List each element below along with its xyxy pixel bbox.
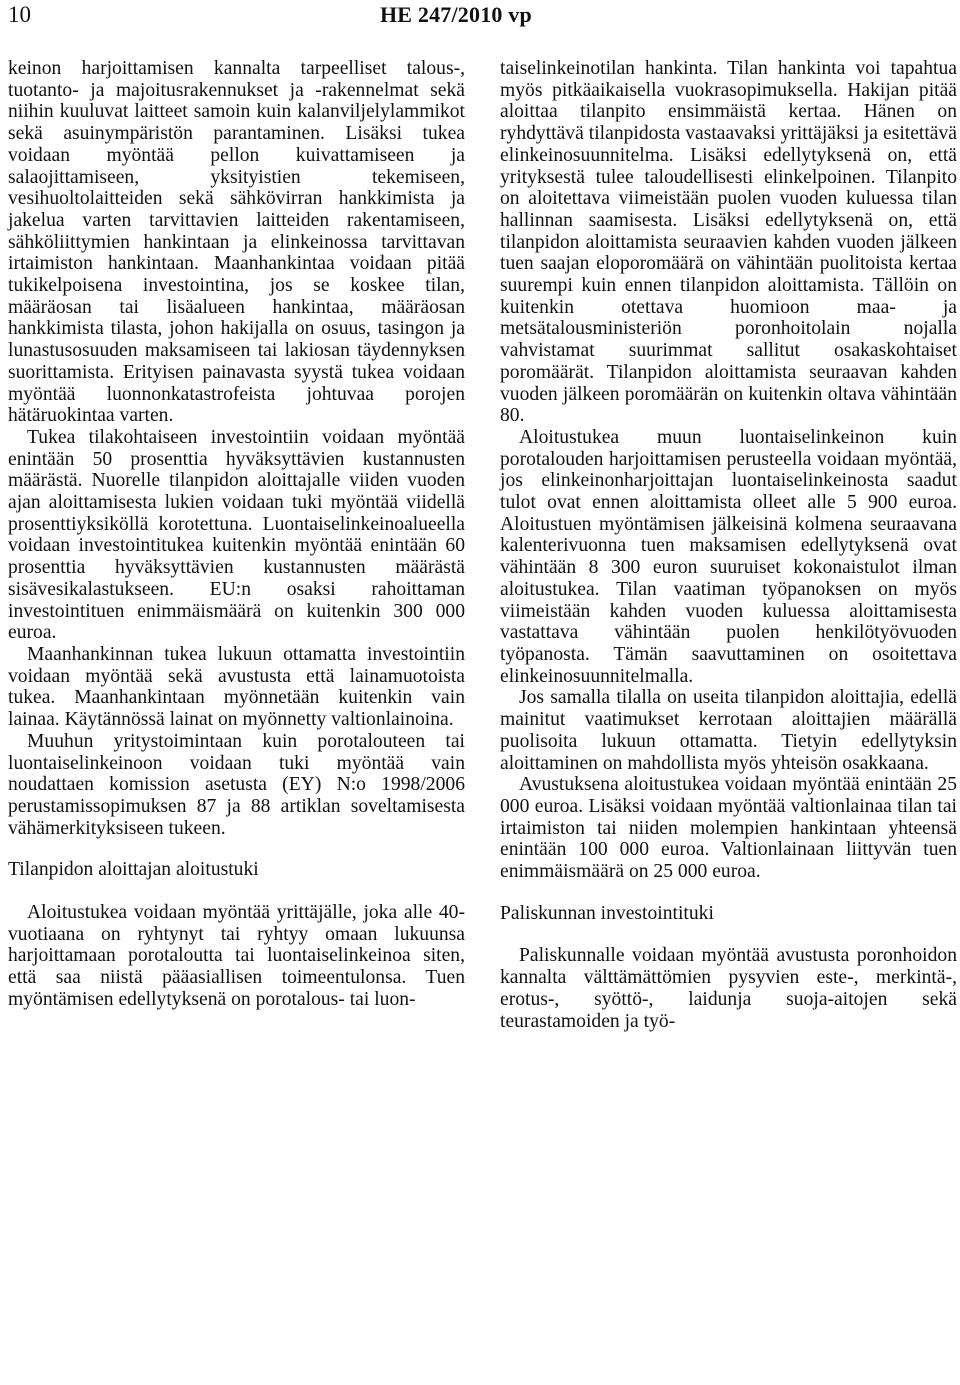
body-paragraph: taiselinkeinotilan hankinta. Tilan hankinta voi tapahtua myös pitkäaikaisella vuokrasopimuksella. Hakijan pitää aloittaa tilanpito ensimmäistä kertaa. Hänen on ryhdyttävä tilanpidosta vastaavaksi yrittäjäksi ja esitettävä elinkeinosuunnitelma. Lisäksi edellytyksenä on, että yrityksestä tulee taloudellisesti elinkelpoinen. Tilanpito on aloitettava viimeistään puolen vuoden kuluessa tilan hallinnan saamisesta. Lisäksi edellytyksenä on, että tilanpidon aloittamista seuraavien kahden vuoden jälkeen tuen saajan eloporomäärä on vähintään puolitoista kertaa suurempi kuin ennen tilanpidon aloittamista. Tällöin on kuitenkin otettava huomioon maa- ja metsätalousministeriön poronhoitolain nojalla vahvistamat suurimmat sallitut osakaskohtaiset poromäärät. Tilanpidon aloittamista seuraavan kahden vuoden jälkeen poromäärän on kuitenkin oltava vähintään 80.: [500, 58, 957, 427]
left-column: [8, 58, 465, 1011]
right-column: [500, 58, 957, 1032]
document-identifier: HE 247/2010 vp: [380, 2, 532, 27]
page-number: 10: [8, 2, 31, 27]
body-paragraph: Jos samalla tilalla on useita tilanpidon aloittajia, edellä mainitut vaatimukset kerrotaan aloittajien määrällä puolisoita lukuun ottamatta. Tietyin edellytyksin aloittaminen on mahdollista myös yhteisön osakkaana.: [500, 687, 957, 774]
body-paragraph: Avustuksena aloitustukea voidaan myöntää enintään 25 000 euroa. Lisäksi voidaan myöntää valtionlainaa tilan tai irtaimiston tai niiden molempien hankintaan yhteensä enintään 100 000 euroa. Valtionlainaan liittyvän tuen enimmäismäärä on 25 000 euroa.: [500, 774, 957, 883]
section-heading: Tilanpidon aloittajan aloitustuki: [8, 859, 259, 881]
body-paragraph: Aloitustukea muun luontaiselinkeinon kuin porotalouden harjoittamisen perusteella voidaan myöntää, jos elinkeinonharjoittajan luontaiselinkeinosta saadut tulot ovat ennen aloittamista olleet alle 5 900 euroa. Aloitustuen myöntämisen jälkeisinä kolmena seuraavana kalenterivuonna tuen maksamisen edellytyksenä ovat vähintään 8 300 euron suuruiset kokonaistulot ilman aloitustukea. Tilan vaatiman työpanoksen on myös viimeistään kahden vuoden kuluessa aloittamisesta vastattava vähintään puolen henkilötyövuoden työpanosta. Tämän saavuttaminen on osoitettava elinkeinosuunnitelmalla.: [500, 426, 957, 687]
body-paragraph: Paliskunnalle voidaan myöntää avustusta poronhoidon kannalta välttämättömien pysyvien este-, merkintä-, erotus-, syöttö-, laidunja suoja-aitojen sekä teurastamoiden ja työ-: [500, 945, 957, 1032]
body-paragraph: Muuhun yritystoimintaan kuin porotalouteen tai luontaiselinkeinoon voidaan tuki myöntää vain noudattaen komission asetusta (EY) N:o 1998/2006 perustamissopimuksen 87 ja 88 artiklan soveltamisesta vähämerkityksiseen tukeen.: [8, 730, 465, 839]
section-heading: Paliskunnan investointituki: [500, 902, 714, 924]
body-paragraph: Tukea tilakohtaiseen investointiin voidaan myöntää enintään 50 prosenttia hyväksyttävien kustannusten määrästä. Nuorelle tilanpidon aloittajalle viiden vuoden ajan aloittamisesta lukien voidaan tuki myöntää viidellä prosenttiyksiköllä korotettuna. Luontaiselinkeinoalueella voidaan investointitukea kuitenkin myöntää enintään 60 prosenttia hyväksyttävien kustannusten määrästä sisävesikalastukseen. EU:n osaksi rahoittaman investointituen enimmäismäärä on kuitenkin 300 000 euroa.: [8, 426, 465, 644]
body-paragraph: Aloitustukea voidaan myöntää yrittäjälle, joka alle 40-vuotiaana on ryhtynyt tai ryhtyy omaan lukuunsa harjoittamaan porotaloutta tai luontaiselinkeinoa siten, että saa niistä pääasiallisen toimeentulonsa. Tuen myöntämisen edellytyksenä on porotalous- tai luon-: [8, 902, 465, 1010]
body-paragraph: keinon harjoittamisen kannalta tarpeelliset talous-, tuotanto- ja majoitusrakennukset ja -rakennelmat sekä niihin kuuluvat laitteet samoin kuin kalanviljelylammikot sekä asuinympäristön parantaminen. Lisäksi tukea voidaan myöntää pellon kuivattamiseen ja salaojittamiseen, yksityistien tekemiseen, vesihuoltolaitteiden sekä sähkövirran hankkimista ja jakelua varten tarvittavien laitteiden rakentamiseen, sähköliittymien hankintaan ja elinkeinossa tarvittavan irtaimiston hankintaan. Maanhankintaa voidaan pitää tukikelpoisena investointina, jos se koskee tilan, määräosan tai lisäalueen hankintaa, määräosan hankkimista tilasta, johon hakijalla on osuus, tasingon ja lunastusosuuden maksamiseen tai lakiosan täydennyksen suorittamista. Erityisen painavasta syystä tukea voidaan myöntää luonnonkatastrofeista johtuvaa porojen hätäruokintaa varten.: [8, 58, 465, 427]
body-paragraph: Maanhankinnan tukea lukuun ottamatta investointiin voidaan myöntää sekä avustusta että lainamuotoista tukea. Maanhankintaan myönnetään kuitenkin vain lainaa. Käytännössä lainat on myönnetty valtionlainoina.: [8, 643, 465, 731]
